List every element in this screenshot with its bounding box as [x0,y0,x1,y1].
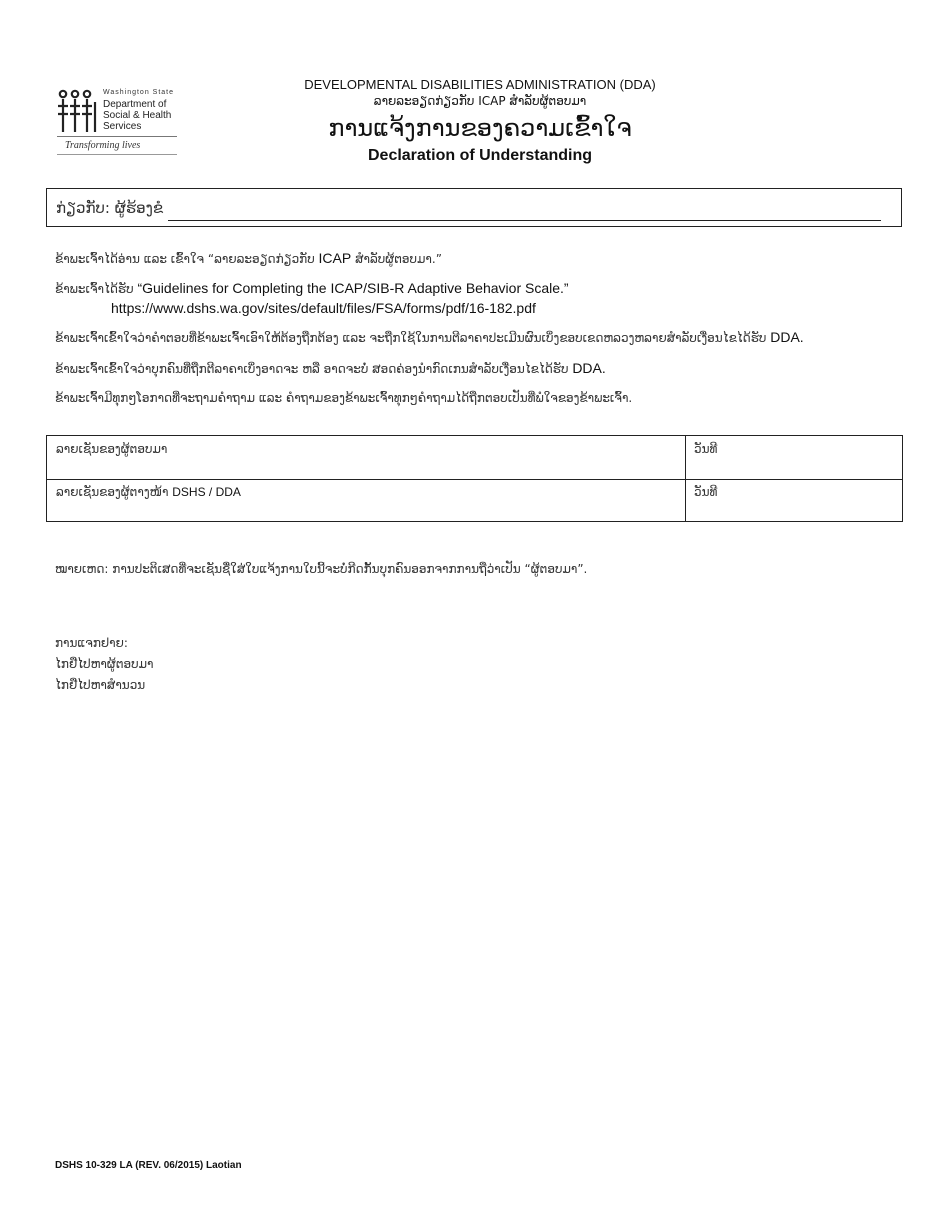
statement-read-understood [55,250,442,266]
lao-subtitle: ລາຍລະອຽດກ່ຽວກັບ ICAP ສຳລັບຜູ້ຕອບມາ [373,94,587,108]
distribution-title: ການແຈກຢາຍ: [55,636,128,650]
statement-eligibility [55,360,606,376]
statement-4-en: DDA. [572,360,606,376]
statement-3-en: DDA. [770,329,804,345]
respondent-signature-row [47,436,902,480]
statement-2-en: “Guidelines for Completing the ICAP/SIB-R Adaptive Behavior Scale.” [137,280,569,296]
statement-4-lao: ຂ້າພະເຈົ້າເຂົ້າໃຈວ່າບຸກຄົນທີ່ຖືກຕີລາຄາເບິ່ງອາດຈະ ຫລື ອາດຈະບໍ່ ສອດຄ່ອງນຳກົດເກນສຳລັບເງື່ອນໄຂໄດ້ຮັບ [55,362,569,376]
staff-date-label: ວັນທີ [694,485,718,499]
lao-title: ການແຈ້ງການຂອງຄວາມເຂົ້າໃຈ [328,114,632,142]
logo-state-text: Washington State [103,89,174,96]
distribution-respondent: ໄກຢືໄປຫາຜູ້ຕອບມາ [55,657,154,671]
logo-department-text: Department of Social & Health Services [103,99,172,132]
refusal-notice: ໝາຍເຫດ: ການປະຕິເສດທີ່ຈະເຊັນຊື່ໃສ່ໃບແຈ້ງການໃບນີ້ຈະບໍ່ກີດກັ້ນບຸກຄົນອອກຈາກການຖືວ່າເປັນ “ຜູ້ຕອບມາ”. [55,562,588,576]
logo-tagline: Transforming lives [65,140,141,151]
staff-signature-row [47,479,902,522]
respondent-signature-label: ລາຍເຊັນຂອງຜູ້ຕອບມາ [56,442,168,456]
statement-2-lao: ຂ້າພະເຈົ້າໄດ້ຮັບ [55,282,134,296]
statement-received-guidelines [55,280,569,296]
statement-1-en: ICAP [318,250,352,266]
statement-questions-answered [55,391,632,405]
dshs-logo [55,88,180,158]
staff-signature-label [56,485,241,499]
signature-table [46,435,903,522]
regarding-box [46,188,902,227]
staff-signature-label-lao: ລາຍເຊັນຂອງຜູ້ຕາງໜ້າ [56,485,169,499]
regarding-label: ກ່ຽວກັບ: ຜູ້ຮ້ອງຂໍ [56,199,164,217]
column-divider [685,436,686,479]
regarding-name-field[interactable] [168,220,881,221]
statement-3-lao: ຂ້າພະເຈົ້າເຂົ້າໃຈວ່າຄຳຕອບທີ່ຂ້າພະເຈົ້າເອົາໃຫ້ຕ້ອງຖືກຕ້ອງ ແລະ ຈະຖືກໃຊ້ໃນການຕີລາຄາປະເມີນຜົນເບິ່ງຂອບເຂດຫລວງຫລາຍສຳລັບເງື່ອນໄຂໄດ້ຮັບ [55,331,767,345]
distribution-file: ໄກຢືໄປຫາສຳນວນ [55,678,146,692]
dshs-figures-icon [55,88,101,134]
staff-signature-label-en: DSHS / DDA [172,485,241,499]
form-number-footer: DSHS 10-329 LA (REV. 06/2015) Laotian [55,1160,242,1171]
statement-1-tail: ສຳລັບຜູ້ຕອບມາ.” [355,252,442,266]
page-title: Declaration of Understanding [367,147,593,164]
statement-5-lao: ຂ້າພະເຈົ້າມີທຸກໆໂອກາດທີ່ຈະຖາມຄຳຖາມ ແລະ ຄຳຖາມຂອງຂ້າພະເຈົ້າທຸກໆຄຳຖາມໄດ້ຖືກຕອບເປັນທີ່ພໍໃຈຂອງຂ້າພະເຈົ້າ. [55,391,633,405]
logo-divider-bottom [57,154,177,155]
guidelines-url-link[interactable]: https://www.dshs.wa.gov/sites/default/files/FSA/forms/pdf/16-182.pdf [111,300,536,316]
respondent-date-label: ວັນທີ [694,442,718,456]
statement-answers-accurate [55,329,804,345]
column-divider [685,479,686,522]
statement-1-lao: ຂ້າພະເຈົ້າໄດ້ອ່ານ ແລະ ເຂົ້າໃຈ “ລາຍລະອຽດກ່ຽວກັບ [55,252,315,266]
logo-divider [57,136,177,137]
administration-heading: DEVELOPMENTAL DISABILITIES ADMINISTRATION (DDA) [304,77,656,92]
